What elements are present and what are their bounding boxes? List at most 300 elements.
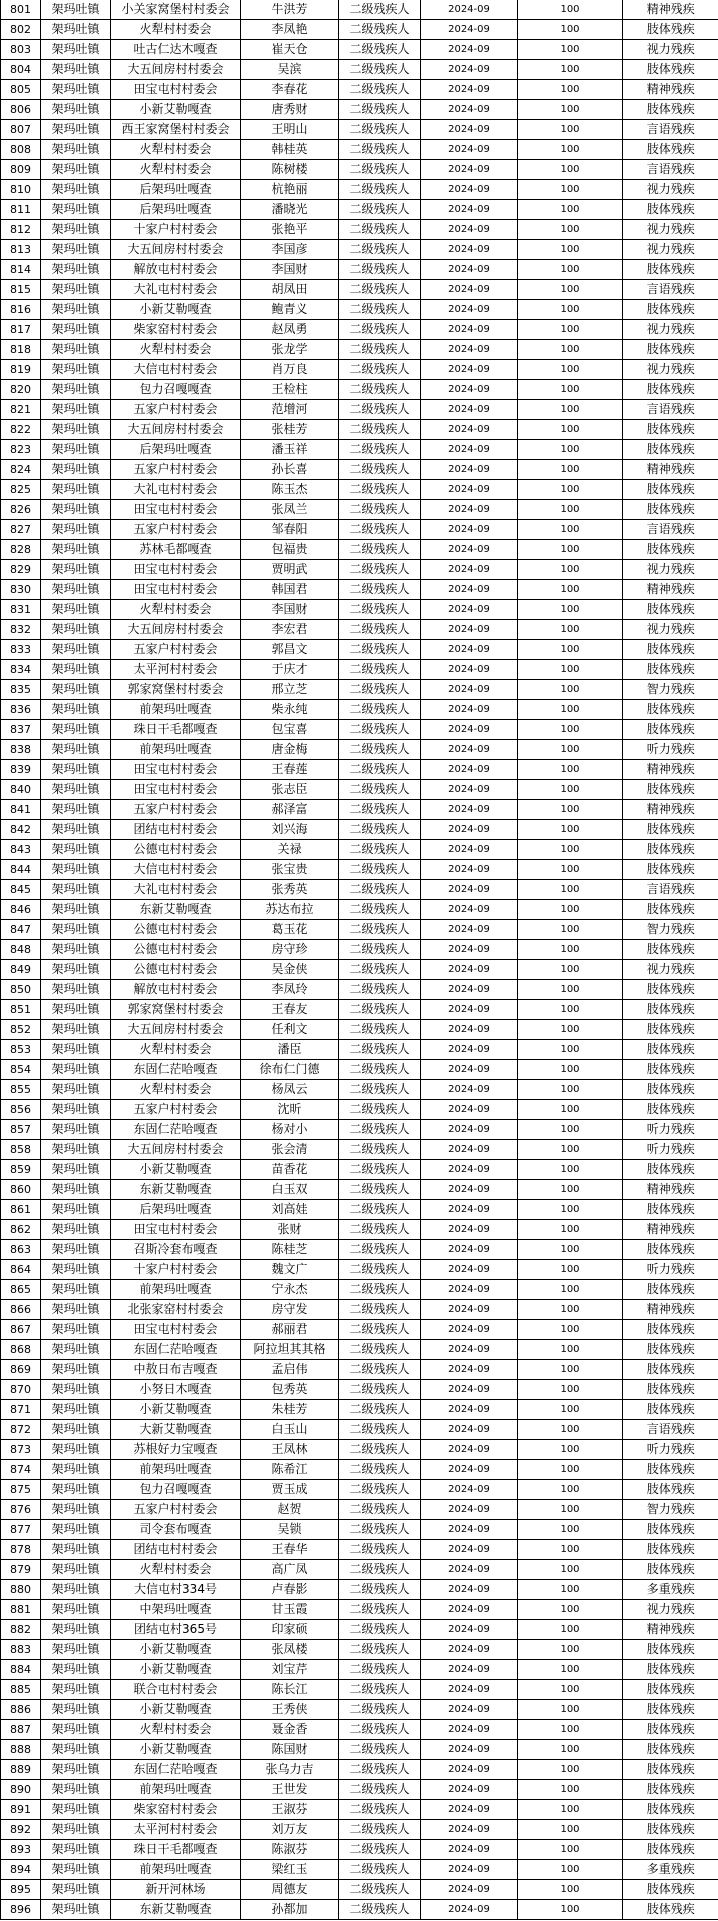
month-cell[interactable]: 2024-09 [421, 1620, 518, 1640]
name-cell[interactable]: 房守发 [241, 1300, 339, 1320]
level-cell[interactable]: 二级残疾人 [339, 1840, 421, 1860]
town-cell[interactable]: 架玛吐镇 [41, 1400, 111, 1420]
level-cell[interactable]: 二级残疾人 [339, 400, 421, 420]
name-cell[interactable]: 张艳平 [241, 220, 339, 240]
amount-cell[interactable]: 100 [518, 1520, 623, 1540]
disability-type-cell[interactable]: 视力残疾 [623, 40, 718, 60]
month-cell[interactable]: 2024-09 [421, 1400, 518, 1420]
village-cell[interactable]: 五家户村村委会 [111, 1100, 241, 1120]
village-cell[interactable]: 东固仁茫哈嘎查 [111, 1060, 241, 1080]
town-cell[interactable]: 架玛吐镇 [41, 180, 111, 200]
disability-type-cell[interactable]: 视力残疾 [623, 240, 718, 260]
amount-cell[interactable]: 100 [518, 220, 623, 240]
month-cell[interactable]: 2024-09 [421, 1880, 518, 1900]
town-cell[interactable]: 架玛吐镇 [41, 1800, 111, 1820]
town-cell[interactable]: 架玛吐镇 [41, 1140, 111, 1160]
row-number[interactable]: 845 [1, 880, 41, 900]
level-cell[interactable]: 二级残疾人 [339, 720, 421, 740]
disability-type-cell[interactable]: 肢体残疾 [623, 1000, 718, 1020]
name-cell[interactable]: 贾玉成 [241, 1480, 339, 1500]
level-cell[interactable]: 二级残疾人 [339, 140, 421, 160]
row-number[interactable]: 817 [1, 320, 41, 340]
disability-type-cell[interactable]: 精神残疾 [623, 1180, 718, 1200]
month-cell[interactable]: 2024-09 [421, 1560, 518, 1580]
disability-type-cell[interactable]: 肢体残疾 [623, 1460, 718, 1480]
level-cell[interactable]: 二级残疾人 [339, 180, 421, 200]
village-cell[interactable]: 郭家窝堡村村委会 [111, 1000, 241, 1020]
village-cell[interactable]: 小新艾勒嘎查 [111, 1700, 241, 1720]
name-cell[interactable]: 白玉山 [241, 1420, 339, 1440]
level-cell[interactable]: 二级残疾人 [339, 760, 421, 780]
disability-type-cell[interactable]: 视力残疾 [623, 620, 718, 640]
town-cell[interactable]: 架玛吐镇 [41, 1040, 111, 1060]
month-cell[interactable]: 2024-09 [421, 640, 518, 660]
row-number[interactable]: 842 [1, 820, 41, 840]
name-cell[interactable]: 任利文 [241, 1020, 339, 1040]
village-cell[interactable]: 大五间房村村委会 [111, 620, 241, 640]
name-cell[interactable]: 葛玉花 [241, 920, 339, 940]
level-cell[interactable]: 二级残疾人 [339, 800, 421, 820]
level-cell[interactable]: 二级残疾人 [339, 1020, 421, 1040]
level-cell[interactable]: 二级残疾人 [339, 660, 421, 680]
name-cell[interactable]: 陈希江 [241, 1460, 339, 1480]
village-cell[interactable]: 火犁村村委会 [111, 340, 241, 360]
name-cell[interactable]: 陈长江 [241, 1680, 339, 1700]
disability-type-cell[interactable]: 言语残疾 [623, 1420, 718, 1440]
village-cell[interactable]: 前架玛吐嘎查 [111, 1860, 241, 1880]
village-cell[interactable]: 召斯冷套布嘎查 [111, 1240, 241, 1260]
village-cell[interactable]: 大五间房村村委会 [111, 60, 241, 80]
row-number[interactable]: 812 [1, 220, 41, 240]
month-cell[interactable]: 2024-09 [421, 1540, 518, 1560]
level-cell[interactable]: 二级残疾人 [339, 1540, 421, 1560]
name-cell[interactable]: 韩桂英 [241, 140, 339, 160]
village-cell[interactable]: 前架玛吐嘎查 [111, 700, 241, 720]
name-cell[interactable]: 王秀侠 [241, 1700, 339, 1720]
month-cell[interactable]: 2024-09 [421, 440, 518, 460]
disability-type-cell[interactable]: 精神残疾 [623, 580, 718, 600]
month-cell[interactable]: 2024-09 [421, 1680, 518, 1700]
disability-type-cell[interactable]: 精神残疾 [623, 80, 718, 100]
disability-type-cell[interactable]: 言语残疾 [623, 120, 718, 140]
row-number[interactable]: 832 [1, 620, 41, 640]
amount-cell[interactable]: 100 [518, 820, 623, 840]
disability-type-cell[interactable]: 肢体残疾 [623, 300, 718, 320]
town-cell[interactable]: 架玛吐镇 [41, 1220, 111, 1240]
row-number[interactable]: 813 [1, 240, 41, 260]
village-cell[interactable]: 太平河村村委会 [111, 1820, 241, 1840]
disability-type-cell[interactable]: 肢体残疾 [623, 500, 718, 520]
disability-type-cell[interactable]: 肢体残疾 [623, 1800, 718, 1820]
disability-type-cell[interactable]: 多重残疾 [623, 1580, 718, 1600]
village-cell[interactable]: 田宝屯村村委会 [111, 560, 241, 580]
village-cell[interactable]: 大新艾勒嘎查 [111, 1420, 241, 1440]
level-cell[interactable]: 二级残疾人 [339, 640, 421, 660]
town-cell[interactable]: 架玛吐镇 [41, 1440, 111, 1460]
name-cell[interactable]: 张秀英 [241, 880, 339, 900]
month-cell[interactable]: 2024-09 [421, 320, 518, 340]
row-number[interactable]: 829 [1, 560, 41, 580]
level-cell[interactable]: 二级残疾人 [339, 1900, 421, 1920]
name-cell[interactable]: 王检柱 [241, 380, 339, 400]
village-cell[interactable]: 田宝屯村村委会 [111, 80, 241, 100]
amount-cell[interactable]: 100 [518, 1060, 623, 1080]
month-cell[interactable]: 2024-09 [421, 400, 518, 420]
month-cell[interactable]: 2024-09 [421, 1440, 518, 1460]
month-cell[interactable]: 2024-09 [421, 1900, 518, 1920]
amount-cell[interactable]: 100 [518, 580, 623, 600]
name-cell[interactable]: 崔天仓 [241, 40, 339, 60]
disability-type-cell[interactable]: 肢体残疾 [623, 820, 718, 840]
amount-cell[interactable]: 100 [518, 1240, 623, 1260]
month-cell[interactable]: 2024-09 [421, 420, 518, 440]
month-cell[interactable]: 2024-09 [421, 180, 518, 200]
village-cell[interactable]: 公德屯村村委会 [111, 840, 241, 860]
month-cell[interactable]: 2024-09 [421, 300, 518, 320]
name-cell[interactable]: 陈淑芬 [241, 1840, 339, 1860]
row-number[interactable]: 867 [1, 1320, 41, 1340]
row-number[interactable]: 826 [1, 500, 41, 520]
name-cell[interactable]: 包宝喜 [241, 720, 339, 740]
amount-cell[interactable]: 100 [518, 1860, 623, 1880]
disability-type-cell[interactable]: 智力残疾 [623, 920, 718, 940]
town-cell[interactable]: 架玛吐镇 [41, 1540, 111, 1560]
disability-type-cell[interactable]: 肢体残疾 [623, 1720, 718, 1740]
disability-type-cell[interactable]: 肢体残疾 [623, 1400, 718, 1420]
amount-cell[interactable]: 100 [518, 300, 623, 320]
level-cell[interactable]: 二级残疾人 [339, 280, 421, 300]
village-cell[interactable]: 田宝屯村村委会 [111, 760, 241, 780]
village-cell[interactable]: 解放屯村村委会 [111, 260, 241, 280]
month-cell[interactable]: 2024-09 [421, 1160, 518, 1180]
row-number[interactable]: 879 [1, 1560, 41, 1580]
name-cell[interactable]: 潘臣 [241, 1040, 339, 1060]
name-cell[interactable]: 张凤楼 [241, 1640, 339, 1660]
row-number[interactable]: 852 [1, 1020, 41, 1040]
amount-cell[interactable]: 100 [518, 60, 623, 80]
disability-type-cell[interactable]: 肢体残疾 [623, 720, 718, 740]
disability-type-cell[interactable]: 肢体残疾 [623, 900, 718, 920]
disability-type-cell[interactable]: 肢体残疾 [623, 980, 718, 1000]
level-cell[interactable]: 二级残疾人 [339, 540, 421, 560]
town-cell[interactable]: 架玛吐镇 [41, 1780, 111, 1800]
row-number[interactable]: 864 [1, 1260, 41, 1280]
level-cell[interactable]: 二级残疾人 [339, 120, 421, 140]
level-cell[interactable]: 二级残疾人 [339, 980, 421, 1000]
disability-type-cell[interactable]: 精神残疾 [623, 0, 718, 20]
month-cell[interactable]: 2024-09 [421, 480, 518, 500]
row-number[interactable]: 891 [1, 1800, 41, 1820]
name-cell[interactable]: 王春友 [241, 1000, 339, 1020]
disability-type-cell[interactable]: 言语残疾 [623, 280, 718, 300]
village-cell[interactable]: 大五间房村村委会 [111, 1020, 241, 1040]
level-cell[interactable]: 二级残疾人 [339, 1080, 421, 1100]
level-cell[interactable]: 二级残疾人 [339, 1420, 421, 1440]
name-cell[interactable]: 聂金香 [241, 1720, 339, 1740]
town-cell[interactable]: 架玛吐镇 [41, 560, 111, 580]
name-cell[interactable]: 潘晓光 [241, 200, 339, 220]
town-cell[interactable]: 架玛吐镇 [41, 800, 111, 820]
disability-type-cell[interactable]: 肢体残疾 [623, 420, 718, 440]
amount-cell[interactable]: 100 [518, 160, 623, 180]
disability-type-cell[interactable]: 肢体残疾 [623, 700, 718, 720]
disability-type-cell[interactable]: 言语残疾 [623, 520, 718, 540]
amount-cell[interactable]: 100 [518, 540, 623, 560]
disability-type-cell[interactable]: 精神残疾 [623, 460, 718, 480]
name-cell[interactable]: 张宝贵 [241, 860, 339, 880]
row-number[interactable]: 857 [1, 1120, 41, 1140]
disability-type-cell[interactable]: 视力残疾 [623, 960, 718, 980]
town-cell[interactable]: 架玛吐镇 [41, 1880, 111, 1900]
name-cell[interactable]: 柴永纯 [241, 700, 339, 720]
town-cell[interactable]: 架玛吐镇 [41, 1660, 111, 1680]
month-cell[interactable]: 2024-09 [421, 1020, 518, 1040]
level-cell[interactable]: 二级残疾人 [339, 1780, 421, 1800]
village-cell[interactable]: 后架玛吐嘎查 [111, 180, 241, 200]
name-cell[interactable]: 吴金侠 [241, 960, 339, 980]
level-cell[interactable]: 二级残疾人 [339, 1820, 421, 1840]
disability-type-cell[interactable]: 肢体残疾 [623, 1060, 718, 1080]
amount-cell[interactable]: 100 [518, 1820, 623, 1840]
name-cell[interactable]: 高广凤 [241, 1560, 339, 1580]
disability-type-cell[interactable]: 肢体残疾 [623, 540, 718, 560]
name-cell[interactable]: 白玉双 [241, 1180, 339, 1200]
month-cell[interactable]: 2024-09 [421, 1820, 518, 1840]
amount-cell[interactable]: 100 [518, 340, 623, 360]
row-number[interactable]: 837 [1, 720, 41, 740]
row-number[interactable]: 816 [1, 300, 41, 320]
village-cell[interactable]: 后架玛吐嘎查 [111, 1200, 241, 1220]
month-cell[interactable]: 2024-09 [421, 720, 518, 740]
row-number[interactable]: 853 [1, 1040, 41, 1060]
town-cell[interactable]: 架玛吐镇 [41, 1060, 111, 1080]
month-cell[interactable]: 2024-09 [421, 1520, 518, 1540]
disability-type-cell[interactable]: 视力残疾 [623, 220, 718, 240]
village-cell[interactable]: 五家户村村委会 [111, 400, 241, 420]
amount-cell[interactable]: 100 [518, 1900, 623, 1920]
amount-cell[interactable]: 100 [518, 1280, 623, 1300]
name-cell[interactable]: 张凤兰 [241, 500, 339, 520]
level-cell[interactable]: 二级残疾人 [339, 40, 421, 60]
amount-cell[interactable]: 100 [518, 980, 623, 1000]
disability-type-cell[interactable]: 肢体残疾 [623, 440, 718, 460]
row-number[interactable]: 835 [1, 680, 41, 700]
row-number[interactable]: 889 [1, 1760, 41, 1780]
town-cell[interactable]: 架玛吐镇 [41, 1860, 111, 1880]
town-cell[interactable]: 架玛吐镇 [41, 1520, 111, 1540]
amount-cell[interactable]: 100 [518, 760, 623, 780]
town-cell[interactable]: 架玛吐镇 [41, 700, 111, 720]
disability-type-cell[interactable]: 肢体残疾 [623, 1780, 718, 1800]
level-cell[interactable]: 二级残疾人 [339, 1680, 421, 1700]
level-cell[interactable]: 二级残疾人 [339, 700, 421, 720]
level-cell[interactable]: 二级残疾人 [339, 1100, 421, 1120]
name-cell[interactable]: 李国财 [241, 600, 339, 620]
town-cell[interactable]: 架玛吐镇 [41, 40, 111, 60]
town-cell[interactable]: 架玛吐镇 [41, 1580, 111, 1600]
village-cell[interactable]: 小新艾勒嘎查 [111, 1160, 241, 1180]
village-cell[interactable]: 吐古仁达木嘎查 [111, 40, 241, 60]
disability-type-cell[interactable]: 肢体残疾 [623, 600, 718, 620]
amount-cell[interactable]: 100 [518, 1740, 623, 1760]
disability-type-cell[interactable]: 肢体残疾 [623, 60, 718, 80]
month-cell[interactable]: 2024-09 [421, 740, 518, 760]
amount-cell[interactable]: 100 [518, 440, 623, 460]
town-cell[interactable]: 架玛吐镇 [41, 1760, 111, 1780]
town-cell[interactable]: 架玛吐镇 [41, 260, 111, 280]
month-cell[interactable]: 2024-09 [421, 1100, 518, 1120]
amount-cell[interactable]: 100 [518, 1400, 623, 1420]
name-cell[interactable]: 周德友 [241, 1880, 339, 1900]
town-cell[interactable]: 架玛吐镇 [41, 1820, 111, 1840]
level-cell[interactable]: 二级残疾人 [339, 740, 421, 760]
amount-cell[interactable]: 100 [518, 420, 623, 440]
amount-cell[interactable]: 100 [518, 1420, 623, 1440]
month-cell[interactable]: 2024-09 [421, 1780, 518, 1800]
row-number[interactable]: 843 [1, 840, 41, 860]
town-cell[interactable]: 架玛吐镇 [41, 1100, 111, 1120]
amount-cell[interactable]: 100 [518, 280, 623, 300]
month-cell[interactable]: 2024-09 [421, 280, 518, 300]
town-cell[interactable]: 架玛吐镇 [41, 500, 111, 520]
level-cell[interactable]: 二级残疾人 [339, 900, 421, 920]
disability-type-cell[interactable]: 言语残疾 [623, 400, 718, 420]
row-number[interactable]: 815 [1, 280, 41, 300]
town-cell[interactable]: 架玛吐镇 [41, 200, 111, 220]
row-number[interactable]: 822 [1, 420, 41, 440]
row-number[interactable]: 863 [1, 1240, 41, 1260]
village-cell[interactable]: 东新艾勒嘎查 [111, 1180, 241, 1200]
name-cell[interactable]: 刘万友 [241, 1820, 339, 1840]
row-number[interactable]: 890 [1, 1780, 41, 1800]
town-cell[interactable]: 架玛吐镇 [41, 380, 111, 400]
row-number[interactable]: 876 [1, 1500, 41, 1520]
village-cell[interactable]: 田宝屯村村委会 [111, 500, 241, 520]
disability-type-cell[interactable]: 肢体残疾 [623, 1520, 718, 1540]
level-cell[interactable]: 二级残疾人 [339, 1460, 421, 1480]
amount-cell[interactable]: 100 [518, 400, 623, 420]
disability-type-cell[interactable]: 肢体残疾 [623, 1900, 718, 1920]
row-number[interactable]: 831 [1, 600, 41, 620]
amount-cell[interactable]: 100 [518, 1500, 623, 1520]
disability-type-cell[interactable]: 肢体残疾 [623, 1700, 718, 1720]
amount-cell[interactable]: 100 [518, 1460, 623, 1480]
month-cell[interactable]: 2024-09 [421, 1300, 518, 1320]
name-cell[interactable]: 印家硕 [241, 1620, 339, 1640]
amount-cell[interactable]: 100 [518, 1100, 623, 1120]
amount-cell[interactable]: 100 [518, 1360, 623, 1380]
name-cell[interactable]: 卢春影 [241, 1580, 339, 1600]
amount-cell[interactable]: 100 [518, 360, 623, 380]
village-cell[interactable]: 后架玛吐嘎查 [111, 440, 241, 460]
name-cell[interactable]: 牛洪芳 [241, 0, 339, 20]
month-cell[interactable]: 2024-09 [421, 980, 518, 1000]
level-cell[interactable]: 二级残疾人 [339, 520, 421, 540]
disability-type-cell[interactable]: 听力残疾 [623, 1140, 718, 1160]
town-cell[interactable]: 架玛吐镇 [41, 220, 111, 240]
row-number[interactable]: 834 [1, 660, 41, 680]
name-cell[interactable]: 潘玉祥 [241, 440, 339, 460]
amount-cell[interactable]: 100 [518, 1020, 623, 1040]
village-cell[interactable]: 田宝屯村村委会 [111, 780, 241, 800]
amount-cell[interactable]: 100 [518, 100, 623, 120]
month-cell[interactable]: 2024-09 [421, 1360, 518, 1380]
row-number[interactable]: 855 [1, 1080, 41, 1100]
village-cell[interactable]: 公德屯村村委会 [111, 940, 241, 960]
amount-cell[interactable]: 100 [518, 1760, 623, 1780]
name-cell[interactable]: 刘兴海 [241, 820, 339, 840]
name-cell[interactable]: 张乌力吉 [241, 1760, 339, 1780]
month-cell[interactable]: 2024-09 [421, 940, 518, 960]
disability-type-cell[interactable]: 言语残疾 [623, 880, 718, 900]
row-number[interactable]: 848 [1, 940, 41, 960]
village-cell[interactable]: 五家户村村委会 [111, 460, 241, 480]
village-cell[interactable]: 大五间房村村委会 [111, 1140, 241, 1160]
level-cell[interactable]: 二级残疾人 [339, 440, 421, 460]
amount-cell[interactable]: 100 [518, 1300, 623, 1320]
row-number[interactable]: 830 [1, 580, 41, 600]
disability-type-cell[interactable]: 听力残疾 [623, 1440, 718, 1460]
amount-cell[interactable]: 100 [518, 40, 623, 60]
level-cell[interactable]: 二级残疾人 [339, 160, 421, 180]
name-cell[interactable]: 李国财 [241, 260, 339, 280]
disability-type-cell[interactable]: 精神残疾 [623, 1220, 718, 1240]
level-cell[interactable]: 二级残疾人 [339, 1120, 421, 1140]
level-cell[interactable]: 二级残疾人 [339, 860, 421, 880]
level-cell[interactable]: 二级残疾人 [339, 940, 421, 960]
village-cell[interactable]: 五家户村村委会 [111, 1500, 241, 1520]
village-cell[interactable]: 柴家窑村村委会 [111, 1800, 241, 1820]
month-cell[interactable]: 2024-09 [421, 100, 518, 120]
level-cell[interactable]: 二级残疾人 [339, 580, 421, 600]
town-cell[interactable]: 架玛吐镇 [41, 1300, 111, 1320]
level-cell[interactable]: 二级残疾人 [339, 1800, 421, 1820]
disability-type-cell[interactable]: 精神残疾 [623, 1300, 718, 1320]
amount-cell[interactable]: 100 [518, 740, 623, 760]
disability-type-cell[interactable]: 多重残疾 [623, 1860, 718, 1880]
month-cell[interactable]: 2024-09 [421, 1600, 518, 1620]
village-cell[interactable]: 后架玛吐嘎查 [111, 200, 241, 220]
name-cell[interactable]: 阿拉坦其其格 [241, 1340, 339, 1360]
month-cell[interactable]: 2024-09 [421, 1200, 518, 1220]
name-cell[interactable]: 王明山 [241, 120, 339, 140]
name-cell[interactable]: 张会清 [241, 1140, 339, 1160]
town-cell[interactable]: 架玛吐镇 [41, 1200, 111, 1220]
level-cell[interactable]: 二级残疾人 [339, 1400, 421, 1420]
amount-cell[interactable]: 100 [518, 380, 623, 400]
amount-cell[interactable]: 100 [518, 880, 623, 900]
row-number[interactable]: 877 [1, 1520, 41, 1540]
name-cell[interactable]: 陈玉杰 [241, 480, 339, 500]
village-cell[interactable]: 西王家窝堡村村委会 [111, 120, 241, 140]
town-cell[interactable]: 架玛吐镇 [41, 1180, 111, 1200]
disability-type-cell[interactable]: 肢体残疾 [623, 840, 718, 860]
row-number[interactable]: 882 [1, 1620, 41, 1640]
town-cell[interactable]: 架玛吐镇 [41, 60, 111, 80]
month-cell[interactable]: 2024-09 [421, 1220, 518, 1240]
town-cell[interactable]: 架玛吐镇 [41, 980, 111, 1000]
amount-cell[interactable]: 100 [518, 1040, 623, 1060]
row-number[interactable]: 833 [1, 640, 41, 660]
village-cell[interactable]: 大礼屯村村委会 [111, 480, 241, 500]
name-cell[interactable]: 杭艳丽 [241, 180, 339, 200]
disability-type-cell[interactable]: 肢体残疾 [623, 1160, 718, 1180]
month-cell[interactable]: 2024-09 [421, 580, 518, 600]
amount-cell[interactable]: 100 [518, 1680, 623, 1700]
name-cell[interactable]: 孙都加 [241, 1900, 339, 1920]
row-number[interactable]: 872 [1, 1420, 41, 1440]
level-cell[interactable]: 二级残疾人 [339, 1580, 421, 1600]
